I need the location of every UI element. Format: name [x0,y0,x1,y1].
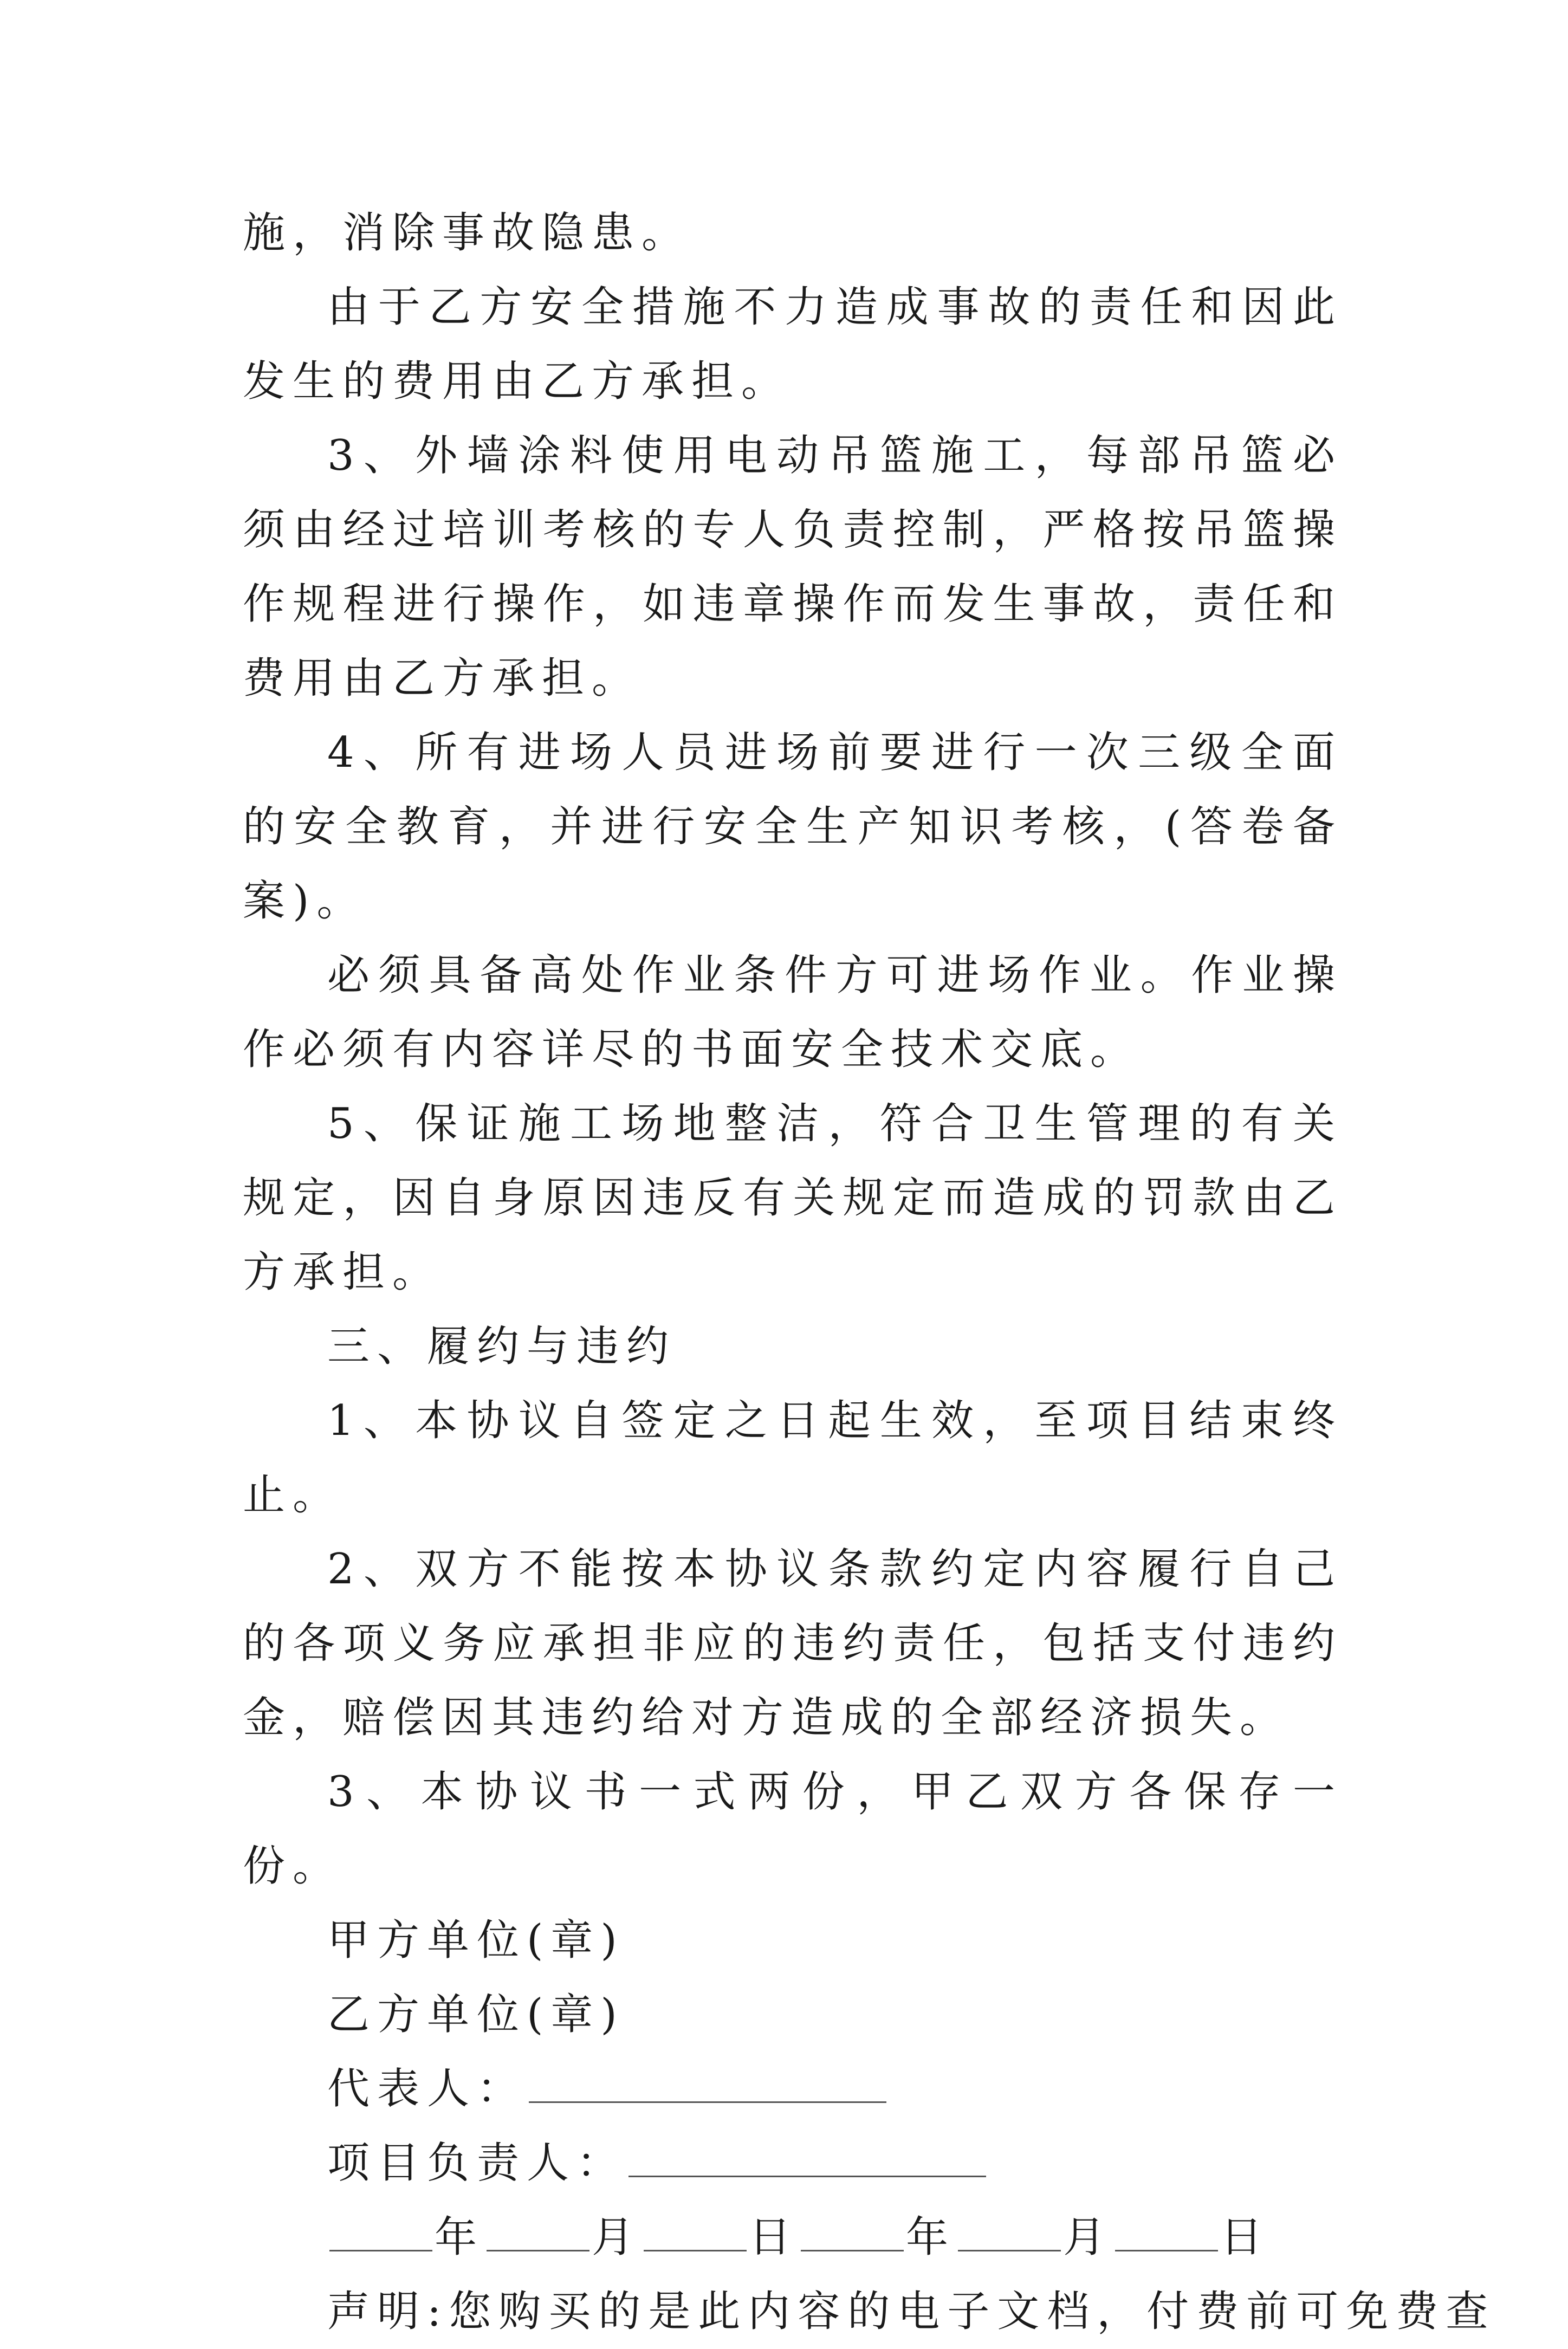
party-b-signature: 乙方单位(章) [327,1990,625,2039]
disclaimer: 声明:您购买的是此内容的电子文档，付费前可免费查 [327,2287,1496,2336]
representative-line [243,2052,1343,2126]
day-blank-1 [644,2208,747,2251]
year-label-2: 年 [906,2213,956,2262]
month-blank-2 [958,2208,1061,2251]
party-a-signature: 甲方单位(章) [327,1916,625,1965]
paragraph-2: 由于乙方安全措施不力造成事故的责任和因此发生的费用由乙方承担。 [243,283,1343,406]
month-blank-1 [487,2208,589,2251]
date-line [243,2201,1343,2275]
day-label-1: 日 [749,2213,799,2262]
section-heading-3: 三、履约与违约 [327,1322,677,1371]
year-blank-2 [801,2208,904,2251]
project-lead-blank [629,2133,986,2177]
paragraph-6: 5、保证施工场地整洁，符合卫生管理的有关规定，因自身原因违反有关规定而造成的罚款由乙方承担。 [243,1099,1343,1297]
paragraph-1: 施，消除事故隐患。 [243,209,692,257]
project-lead-label: 项目负责人： [327,2139,627,2188]
representative-blank [529,2059,886,2103]
paragraph-3: 3、外墙涂料使用电动吊篮施工，每部吊篮必须由经过培训考核的专人负责控制，严格按吊篮操作规程进行操作，如违章操作而发生事故，责任和费用由乙方承担。 [243,431,1343,703]
month-label-2: 月 [1063,2213,1113,2262]
representative-label: 代表人： [327,2065,527,2113]
year-blank-1 [329,2208,432,2251]
paragraph-5: 必须具备高处作业条件方可进场作业。作业操作必须有内容详尽的书面安全技术交底。 [243,951,1343,1074]
document-body [243,196,1496,2349]
year-label-1: 年 [435,2213,485,2262]
paragraph-7: 1、本协议自签定之日起生效，至项目结束终止。 [243,1396,1343,1519]
paragraph-8: 2、双方不能按本协议条款约定内容履行自己的各项义务应承担非应的违约责任，包括支付违约金，赔偿因其违约给对方造成的全部经济损失。 [243,1545,1343,1742]
day-blank-2 [1115,2208,1218,2251]
month-label-1: 月 [592,2213,642,2262]
project-lead-line [243,2126,1343,2201]
paragraph-9: 3、本协议书一式两份，甲乙双方各保存一份。 [243,1768,1343,1891]
paragraph-4: 4、所有进场人员进场前要进行一次三级全面的安全教育，并进行安全生产知识考核，(答卷备案)。 [243,728,1343,926]
day-label-2: 日 [1220,2213,1271,2262]
